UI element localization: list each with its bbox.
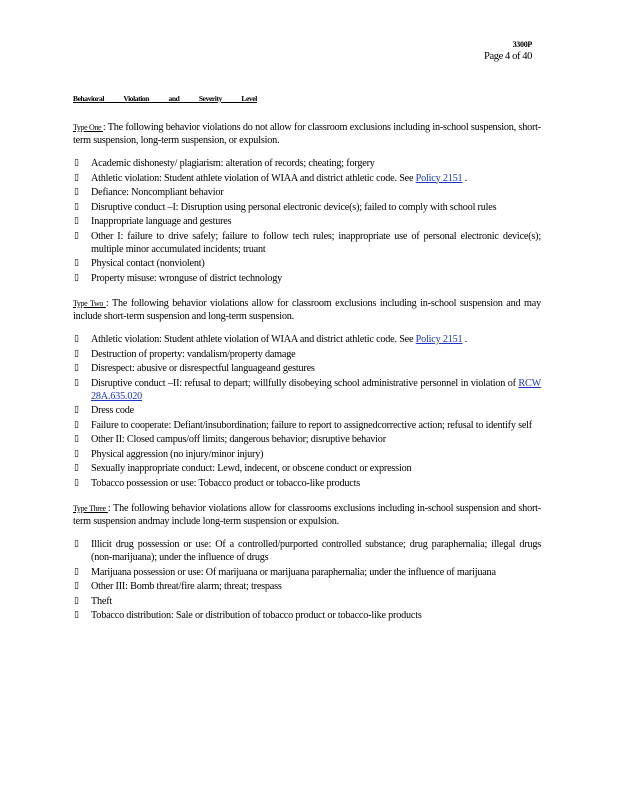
bullet-icon: ▯ xyxy=(74,348,79,359)
type-three-label: Type Three xyxy=(73,504,108,513)
violation-item xyxy=(73,348,541,361)
violation-item xyxy=(73,419,541,432)
violation-item xyxy=(73,609,541,622)
bullet-icon: ▯ xyxy=(74,201,79,212)
type-three-intro-text: : The following behavior violations allow for classrooms exclusions including in-school suspension and short-term suspension andmay include long-term suspension or expulsion. xyxy=(73,503,541,527)
violation-item xyxy=(73,186,541,199)
violation-item xyxy=(73,566,541,579)
violation-text: Academic dishonesty/ plagiarism: alteration of records; cheating; forgery xyxy=(91,158,375,169)
page-number: Page 4 of 40 xyxy=(484,51,532,62)
violation-item xyxy=(73,362,541,375)
violation-item xyxy=(73,404,541,417)
reference-link[interactable]: Policy 2151 xyxy=(415,334,463,345)
violation-item xyxy=(73,595,541,608)
violation-item xyxy=(73,462,541,475)
violation-item xyxy=(73,377,541,403)
violation-text: Disruptive conduct –II: refusal to depart; willfully disobeying school administrative personnel in violation of xyxy=(91,377,519,389)
violation-text: Illicit drug possession or use: Of a controlled/purported controlled substance; drug paraphernalia; illegal drugs (non-marijuana); under the influence of drugs xyxy=(91,539,541,563)
bullet-icon: ▯ xyxy=(74,463,79,473)
type-two-section xyxy=(73,297,541,490)
policy-code: 3300P xyxy=(512,40,532,49)
violation-text: Other III: Bomb threat/fire alarm; threat; trespass xyxy=(91,581,282,592)
bullet-icon: ▯ xyxy=(74,595,79,606)
type-one-intro xyxy=(73,121,541,147)
violation-text: Failure to cooperate: Defiant/insubordination; failure to report to assignedcorrective action; refusal to identify self xyxy=(91,419,532,431)
bullet-icon: ▯ xyxy=(74,363,79,373)
bullet-icon: ▯ xyxy=(74,172,79,183)
violation-text-after: . xyxy=(462,172,468,184)
violation-text: Theft xyxy=(91,595,113,607)
page-header xyxy=(484,39,532,63)
violation-item xyxy=(73,201,541,214)
bullet-icon: ▯ xyxy=(74,539,79,549)
bullet-icon: ▯ xyxy=(74,334,79,344)
violation-text: Physical aggression (no injury/minor injury) xyxy=(91,448,264,460)
violation-text: Sexually inappropriate conduct: Lewd, indecent, or obscene conduct or expression xyxy=(91,463,412,474)
violation-text: Destruction of property: vandalism/property damage xyxy=(91,348,296,360)
type-one-list xyxy=(73,157,541,285)
bullet-icon: ▯ xyxy=(74,610,79,620)
type-two-intro xyxy=(73,297,541,323)
bullet-icon: ▯ xyxy=(74,566,79,577)
violation-text: Property misuse: wronguse of district technology xyxy=(91,272,283,284)
violation-item xyxy=(73,215,541,228)
type-two-intro-text: : The following behavior violations allow for classroom exclusions including in-school suspension and may include short-term suspension and long-term suspension. xyxy=(73,298,541,322)
document-body xyxy=(73,93,541,624)
bullet-icon: ▯ xyxy=(74,405,79,415)
violation-item xyxy=(73,477,541,490)
bullet-icon: ▯ xyxy=(74,158,79,168)
violation-text: Disrespect: abusive or disrespectful languageand gestures xyxy=(91,363,315,374)
violation-text: Disruptive conduct –I: Disruption using personal electronic device(s); failed to comply with school rules xyxy=(91,201,497,213)
violation-text: Other II: Closed campus/off limits; dangerous behavior; disruptive behavior xyxy=(91,434,386,445)
violation-text: Dress code xyxy=(91,405,134,416)
violation-text: Other I: failure to drive safely; failure to follow tech rules; inappropriate use of personal electronic device(s); multiple minor accumulated incidents; truant xyxy=(91,230,541,255)
violation-item xyxy=(73,433,541,446)
bullet-icon: ▯ xyxy=(74,448,79,459)
bullet-icon: ▯ xyxy=(74,187,79,197)
bullet-icon: ▯ xyxy=(74,272,79,283)
violation-item xyxy=(73,272,541,285)
bullet-icon: ▯ xyxy=(74,377,79,388)
violation-text-after: . xyxy=(462,334,468,345)
violation-item xyxy=(73,172,541,185)
bullet-icon: ▯ xyxy=(74,477,79,488)
type-one-section xyxy=(73,121,541,285)
violation-text: Athletic violation: Student athlete violation of WIAA and district athletic code. See xyxy=(91,334,416,345)
violation-item xyxy=(73,538,541,564)
type-three-list xyxy=(73,538,541,622)
bullet-icon: ▯ xyxy=(74,419,79,430)
violation-item xyxy=(73,580,541,593)
violation-item xyxy=(73,157,541,170)
violation-item xyxy=(73,448,541,461)
type-two-list xyxy=(73,333,541,490)
bullet-icon: ▯ xyxy=(74,258,79,268)
violation-text: Athletic violation: Student athlete violation of WIAA and district athletic code. See xyxy=(91,172,416,184)
type-three-intro xyxy=(73,502,541,528)
bullet-icon: ▯ xyxy=(74,230,79,241)
bullet-icon: ▯ xyxy=(74,434,79,444)
violation-item xyxy=(73,333,541,346)
bullet-icon: ▯ xyxy=(74,216,79,226)
type-one-label: Type One xyxy=(73,123,103,132)
violation-item xyxy=(73,230,541,256)
reference-link[interactable]: Policy 2151 xyxy=(415,172,463,184)
type-two-label: Type Two xyxy=(73,299,106,308)
violation-text: Tobacco distribution: Sale or distribution of tobacco product or tobacco-like products xyxy=(91,610,422,621)
violation-text: Tobacco possession or use: Tobacco product or tobacco-like products xyxy=(91,477,361,489)
reference-link[interactable]: RCW 28A.635.020 xyxy=(91,377,541,402)
violation-text: Inappropriate language and gestures xyxy=(91,216,232,227)
violation-item xyxy=(73,257,541,270)
bullet-icon: ▯ xyxy=(74,581,79,591)
violation-text: Physical contact (nonviolent) xyxy=(91,258,205,269)
violation-text: Marijuana possession or use: Of marijuana or marijuana paraphernalia; under the influence of marijuana xyxy=(91,566,496,578)
section-title: Behavioral Violation and Severity Level xyxy=(73,94,257,103)
type-three-section xyxy=(73,502,541,622)
violation-text: Defiance: Noncompliant behavior xyxy=(91,187,224,198)
type-one-intro-text: : The following behavior violations do not allow for classroom exclusions including in-school suspension, short-term suspension, long-term suspension, or expulsion. xyxy=(73,122,541,146)
